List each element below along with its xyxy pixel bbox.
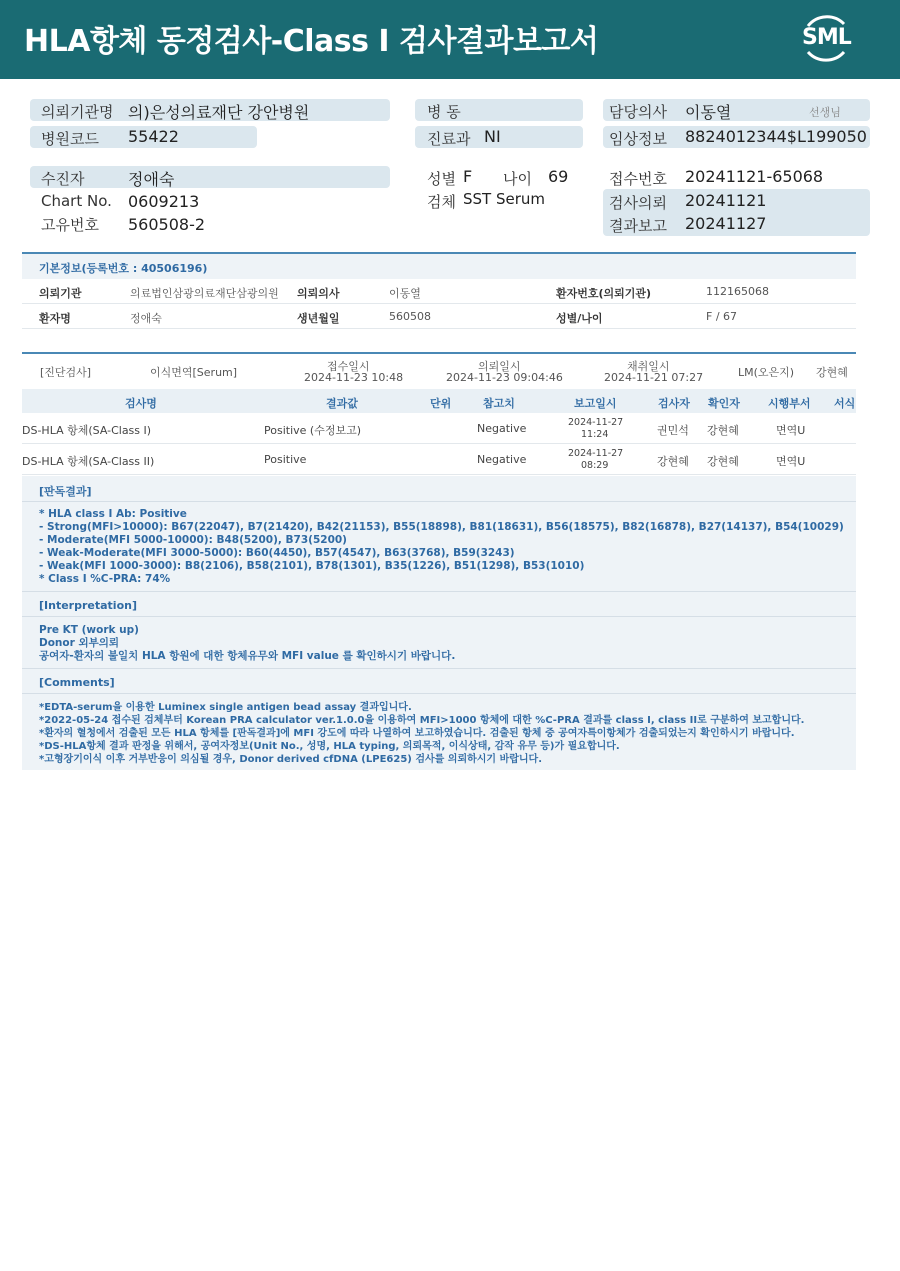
report-header xyxy=(0,0,900,79)
diagnosis-dept: 이식면역[Serum] xyxy=(150,366,238,379)
comments-title: [Comments] xyxy=(39,676,115,689)
result-line: - Weak(MFI 1000-3000): B8(2106), B58(2101), B78(1301), B35(1226), B51(1298), B53(1010) xyxy=(39,560,585,572)
basic-info-row xyxy=(22,304,856,329)
requested-value: 2024-11-23 09:04:46 xyxy=(446,371,563,384)
received-label: 접수일시 xyxy=(327,360,370,373)
info-value: 의료법인삼광의료재단삼광의원 xyxy=(130,287,279,300)
doctor-value: 이동열 xyxy=(685,103,732,122)
basic-info-row xyxy=(22,279,856,304)
dept-label: 진료과 xyxy=(427,130,471,148)
info-value: 이동열 xyxy=(389,287,421,300)
specimen-value: SST Serum xyxy=(463,190,546,208)
collected-label: 채취일시 xyxy=(627,360,670,373)
institution-value: 의)은성의료재단 강안병원 xyxy=(128,103,310,122)
age-value: 69 xyxy=(548,167,569,186)
test-ref: Negative xyxy=(477,453,527,466)
interpretation-line: 공여자-환자의 불일치 HLA 항원에 대한 항체유무와 MFI value 를 확인하시기 바랍니다. xyxy=(39,650,456,662)
test-result: Positive (수정보고) xyxy=(264,424,361,437)
comment-line: *환자의 혈청에서 검출된 모든 HLA 항체를 [판독결과]에 MFI 강도에 따라 나열하여 보고하였습니다. 검출된 항체 중 공여자특이항체가 검출되었는지 확인하시기 바랍니다. xyxy=(39,728,795,739)
interpretation-result-header xyxy=(22,476,856,502)
result-line: - Moderate(MFI 5000-10000): B48(5200), B73(5200) xyxy=(39,534,347,546)
comments-text xyxy=(39,701,804,766)
info-value: 112165068 xyxy=(706,285,769,298)
sex-label: 성별 xyxy=(427,170,456,188)
col-header: 참고치 xyxy=(483,397,515,410)
result-line: - Weak-Moderate(MFI 3000-5000): B60(4450), B57(4547), B63(3768), B59(3243) xyxy=(39,547,515,559)
info-key: 의뢰기관 xyxy=(39,287,82,300)
info-key: 생년월일 xyxy=(297,312,340,325)
test-ref: Negative xyxy=(477,422,527,435)
report-date: 2024-11-27 xyxy=(568,448,624,459)
patient-label: 수진자 xyxy=(41,170,85,188)
col-header: 검사명 xyxy=(125,397,157,410)
doctor-suffix: 선생님 xyxy=(809,106,841,119)
comments-header xyxy=(22,668,856,694)
info-value: 정애숙 xyxy=(130,312,162,325)
perform-dept: 면역U xyxy=(776,424,806,437)
test-name: DS-HLA 항체(SA-Class II) xyxy=(22,455,155,468)
info-key: 환자번호(의뢰기관) xyxy=(556,287,652,300)
sml-logo xyxy=(798,12,854,64)
interpretation-result-title: [판독결과] xyxy=(39,485,92,498)
diagnosis-confirmer: 강현혜 xyxy=(816,366,848,379)
hospital-code-label: 병원코드 xyxy=(41,130,99,148)
col-header: 검사자 xyxy=(658,397,690,410)
comment-line: *EDTA-serum을 이용한 Luminex single antigen bead assay 결과입니다. xyxy=(39,702,412,713)
chart-label: Chart No. xyxy=(41,192,112,210)
report-title: HLA항체 동정검사-Class I 검사결과보고서 xyxy=(24,24,599,59)
comment-line: *2022-05-24 접수된 검체부터 Korean PRA calculator ver.1.0.0을 이용하여 MFI>1000 항체에 대한 %C-PRA 결과를 class I, class II로 구분하여 보고합니다. xyxy=(39,715,805,726)
unique-value: 560508-2 xyxy=(128,215,206,234)
interpretation-line: Donor 외부의뢰 xyxy=(39,637,120,649)
col-header: 서식 xyxy=(834,397,856,410)
perform-dept: 면역U xyxy=(776,455,806,468)
hospital-code-value: 55422 xyxy=(128,127,179,146)
result-line: - Strong(MFI>10000): B67(22047), B7(21420), B42(21153), B55(18898), B81(18631), B56(18575), B82(16878), B27(14137), B54(10029) xyxy=(39,521,844,533)
interpretation-line: Pre KT (work up) xyxy=(39,624,139,636)
info-value: 560508 xyxy=(389,310,431,323)
col-header: 확인자 xyxy=(708,397,740,410)
accession-label: 접수번호 xyxy=(609,170,667,188)
unique-label: 고유번호 xyxy=(41,216,99,234)
table-row xyxy=(22,413,856,444)
request-value: 20241121 xyxy=(685,191,767,210)
test-name: DS-HLA 항체(SA-Class I) xyxy=(22,424,152,437)
interpretation-title: [Interpretation] xyxy=(39,599,137,612)
col-header: 보고일시 xyxy=(574,397,617,410)
result-line: * Class I %C-PRA: 74% xyxy=(39,573,171,585)
interpretation-text xyxy=(39,624,455,663)
institution-label: 의뢰기관명 xyxy=(41,103,114,121)
col-header: 단위 xyxy=(430,397,452,410)
diagnosis-row xyxy=(22,352,856,388)
diagnosis-category: [진단검사] xyxy=(40,366,92,379)
lm-name: LM(오은지) xyxy=(738,366,795,379)
ward-label: 병 동 xyxy=(427,103,461,121)
interpretation-header xyxy=(22,591,856,617)
accession-value: 20241121-65068 xyxy=(685,167,824,186)
age-label: 나이 xyxy=(503,170,532,188)
request-label: 검사의뢰 xyxy=(609,194,667,212)
tester: 권민석 xyxy=(657,424,689,437)
report-value: 20241127 xyxy=(685,214,767,233)
info-value: F / 67 xyxy=(706,310,738,323)
sex-value: F xyxy=(463,167,473,186)
col-header: 시행부서 xyxy=(768,397,811,410)
table-row xyxy=(22,444,856,475)
clinical-value: 8824012344$L199050 xyxy=(685,127,867,146)
test-result: Positive xyxy=(264,453,307,466)
logo-text: SML xyxy=(802,25,851,50)
clinical-label: 임상정보 xyxy=(609,130,667,148)
info-key: 의뢰의사 xyxy=(297,287,340,300)
results-table-header xyxy=(22,389,856,413)
col-header: 결과값 xyxy=(326,397,358,410)
chart-value: 0609213 xyxy=(128,192,200,211)
confirmer: 강현혜 xyxy=(707,455,739,468)
collected-value: 2024-11-21 07:27 xyxy=(604,371,704,384)
report-time: 11:24 xyxy=(581,429,609,440)
comment-line: *DS-HLA항체 결과 판정을 위해서, 공여자정보(Unit No., 성명, HLA typing, 의뢰목적, 이식상태, 감작 유무 등)가 필요합니다. xyxy=(39,741,620,752)
info-key: 성별/나이 xyxy=(556,312,603,325)
info-key: 환자명 xyxy=(39,312,71,325)
interpretation-result-text xyxy=(39,508,844,586)
report-label: 결과보고 xyxy=(609,217,667,235)
confirmer: 강현혜 xyxy=(707,424,739,437)
result-line: * HLA class I Ab: Positive xyxy=(39,508,187,520)
specimen-label: 검체 xyxy=(427,193,456,211)
basic-info-title: 기본정보(등록번호 : 40506196) xyxy=(39,262,208,275)
requested-label: 의뢰일시 xyxy=(478,360,521,373)
basic-info-title-bar xyxy=(22,252,856,279)
report-date: 2024-11-27 xyxy=(568,417,624,428)
doctor-label: 담당의사 xyxy=(609,103,667,121)
dept-value: NI xyxy=(484,127,501,146)
tester: 강현혜 xyxy=(657,455,689,468)
comment-line: *고형장기이식 이후 거부반응이 의심될 경우, Donor derived cfDNA (LPE625) 검사를 의뢰하시기 바랍니다. xyxy=(39,754,543,765)
patient-value: 정애숙 xyxy=(128,170,175,189)
received-value: 2024-11-23 10:48 xyxy=(304,371,404,384)
report-time: 08:29 xyxy=(581,460,609,471)
